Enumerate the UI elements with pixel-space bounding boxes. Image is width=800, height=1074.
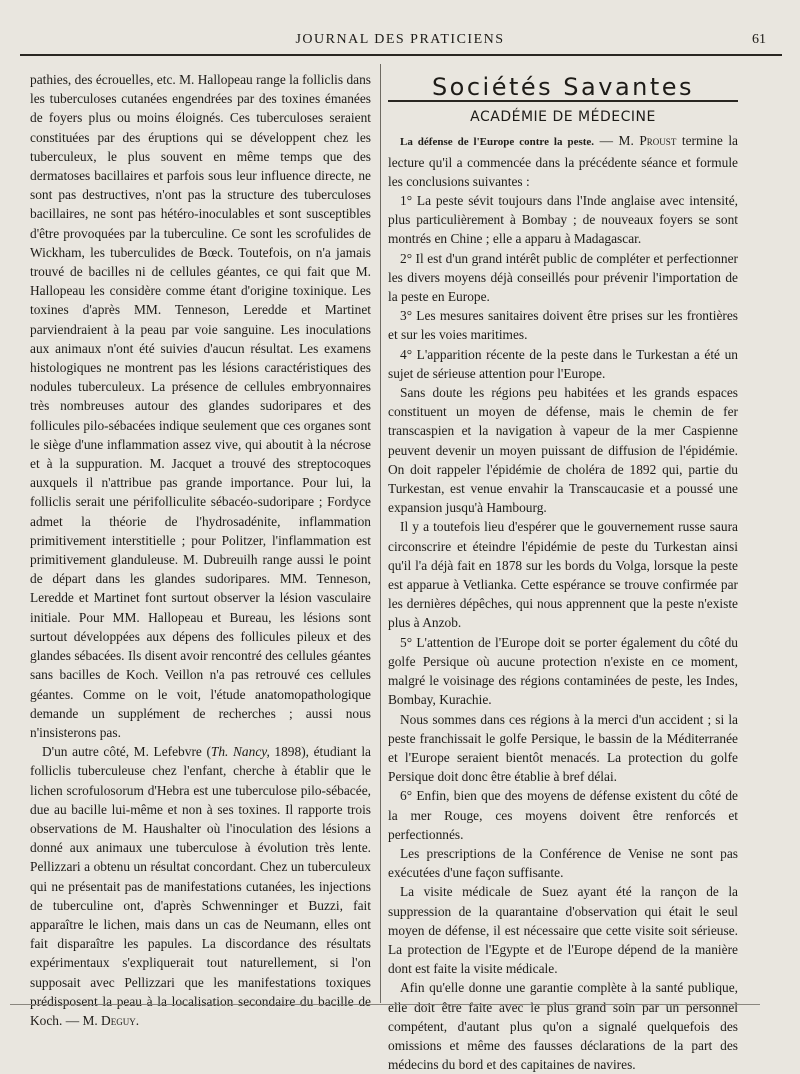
conclusions-list [388,191,738,1074]
paragraph: D'un autre côté, M. Lefebvre (Th. Nancy, 1898), étudiant la folliclis tuberculeuse chez l'enfant, cherche à établir que le lichen scrofulosorum d'Hebra est une tuberculose pilo-sébacée, due au bacille lui-même et non à ses toxines. Il rapporte trois observations de M. Haushalter où l'inoculation des lésions a donné aux animaux une tuberculose à évolution très lente. Pellizzari a obtenu un résultat concordant. Chez un tuberculeux qui ne présentait pas de manifestations cutanées, les injections de tuberculine ont, d'après Schwenninger et Buzzi, fait apparaître le lichen, mais dans un cas de Neumann, elles ont fait disparaître les papules. La discordance des résultats expérimentaux s'expliquerait tout naturellement, si l'on supposait avec Pellizzari que les manifestations toxiques prédisposent la peau à la localisation secondaire du bacille de Koch. — M. Deguy. [30,744,371,1028]
author-signature: Deguy. [101,1012,140,1028]
citation: Th. Nancy, [210,744,270,760]
paragraph: 2° Il est d'un grand intérêt public de compléter et perfectionner les divers moyens déjà conseillés pour prévenir l'importation de la peste en Europe. [388,250,738,305]
paragraph: Nous sommes dans ces régions à la merci d'un accident ; si la peste franchissait le golfe Persique, le bassin de la Méditerranée et l'Europe seraient bientôt menacés. La protection du golfe Persique doit donc être établie à bref délai. [388,711,738,785]
footer-rule [10,1004,760,1005]
right-column [388,70,738,1074]
left-column [30,70,371,1030]
author-name: Proust [639,133,677,149]
header-rule [20,54,782,56]
paragraph: pathies, des écrouelles, etc. M. Hallopeau range la folliclis dans les tuberculoses cutanées engendrées par des toxines émanées de foyers plus ou moins éloignés. Ces tuberculoses seraient constituées par des éruptions qui se développent chez les tuberculeux, le plus souvent en même temps que des dermatoses bacillaires et parfois sous leur influence directe, ne sont pas destructives, n'ont pas la structure des tuberculoses bacillaires, ne sont pas hétéro-inoculables et sont susceptibles d'être provoquées par la tuberculine. Ce sont les scrofulides de Wickham, les tuberculides de Bœck. Toutefois, on n'a jamais trouvé de bacilles ni de cellules géantes, ce qui fait que M. Hallopeau les considère comme étant d'origine toxinique. Les toxines d'après MM. Tenneson, Leredde et Martinet parviendraient à la peau par voie sanguine. Les inoculations aux animaux n'ont été suivies d'aucun résultat. Les examens histologiques ne montrent pas les lésions caractéristiques des nodules tuberculeux. La présence de cellules embryonnaires très nombreuses autour des glandes sudoripares et des follicules pilo-sébacées indique seulement que ces organes sont le siège d'une inflammation assez vive, qui aboutit à la nécrose et à la suppuration. M. Jacquet a trouvé des streptocoques auxquels il n'attribue pas grande importance. Pour lui, la folliclis serait une périfolliculite sébacéo-sudoripare ; Fordyce admet la théorie de l'hydrosadénite, inflammation primitivement interstitielle ; pour Politzer, l'inflammation est primitivement glanduleuse. M. Dubreuilh range aussi le point de départ dans les glandes sudoripares. MM. Tenneson, Leredde et Martinet font surtout observer la lésion vasculaire initiale. Pour MM. Hallopeau et Bureau, les lésions sont surtout développées aux dépens des follicules pileux et des glandes sébacées. Ils disent avoir rencontré des cellules géantes sans bacilles de Koch. Veillon n'a pas retrouvé ces cellules géantes. Comme on le voit, l'étude anatomopathologique demande un supplément de recherches ; aussi nous n'insisterons pas. [30,72,371,740]
paragraph: 5° L'attention de l'Europe doit se porter également du côté du golfe Persique où aucune protection n'existe en ce moment, malgré le voisinage des régions contaminées de peste, les Indes, Bombay, Kurachie. [388,634,738,708]
paragraph: 4° L'apparition récente de la peste dans le Turkestan a été un sujet de sérieuse attention pour l'Europe. [388,346,738,381]
paragraph: Sans doute les régions peu habitées et les grands espaces constituent un moyen de défense, mais le chemin de fer transcaspien et la navigation à vapeur de la mer Caspienne peuvent devenir un moyen puissant de diffusion de l'épidémie. On doit rappeler l'épidémie de choléra de 1892 qui, partie du Turkestan, est venue envahir la Transcaucasie et a poussé une expansion jusqu'à Hambourg. [388,385,738,516]
paragraph: 6° Enfin, bien que des moyens de défense existent du côté de la mer Rouge, ces moyens doivent être renforcés et perfectionnés. [388,788,738,842]
column-divider [380,64,381,1003]
paragraph: 3° Les mesures sanitaires doivent être prises sur les frontières et sur les voies maritimes. [388,308,738,343]
paragraph: Il y a toutefois lieu d'espérer que le gouvernement russe saura circonscrire et éteindre l'épidémie de peste du Turkestan ainsi qu'il l'a déjà fait en 1878 sur les bords du Volga, lorsque la peste est apparue à Vetlianka. Cette espérance se trouve confirmée par les dernières dépêches, qui nous apprennent que la peste n'existe plus à Anzob. [388,519,738,631]
article-heading: La défense de l'Europe contre la peste. [400,136,595,149]
paragraph: Les prescriptions de la Conférence de Venise ne sont pas exécutées d'une façon suffisante. [388,845,738,881]
paragraph: Afin qu'elle donne une garantie complète à la santé publique, elle doit être faite avec le plus grand soin par un personnel compétent, d'autant plus qu'on a signalé quelquefois des omissions et même des fausses déclarations de la part des médecins du bord et des capitaines de navires. [388,980,738,1073]
page-number: 61 [752,32,766,47]
lead-paragraph: La défense de l'Europe contre la peste. — M. Proust termine la lecture qu'il a commencée dans la précédente séance et formule les conclusions suivantes : [388,133,738,189]
subsection-title: ACADÉMIE DE MÉDECINE [470,109,656,126]
paragraph: La visite médicale de Suez ayant été la rançon de la suppression de la quarantaine d'observation qui était le seul moyen de défense, il est nécessaire que cette visite soit sérieuse. La protection de l'Egypte et de l'Europe dépend de la manière dont est faite la visite médicale. [388,884,738,977]
journal-title: JOURNAL DES PRATICIENS [295,32,505,47]
section-title: Sociétés Savantes [388,78,738,102]
running-header [22,30,778,52]
paragraph: 1° La peste sévit toujours dans l'Inde anglaise avec intensité, plus particulièrement à Bombay ; de nouveaux foyers se sont montrés en Chine ; elle a apparu à Madagascar. [388,193,738,247]
